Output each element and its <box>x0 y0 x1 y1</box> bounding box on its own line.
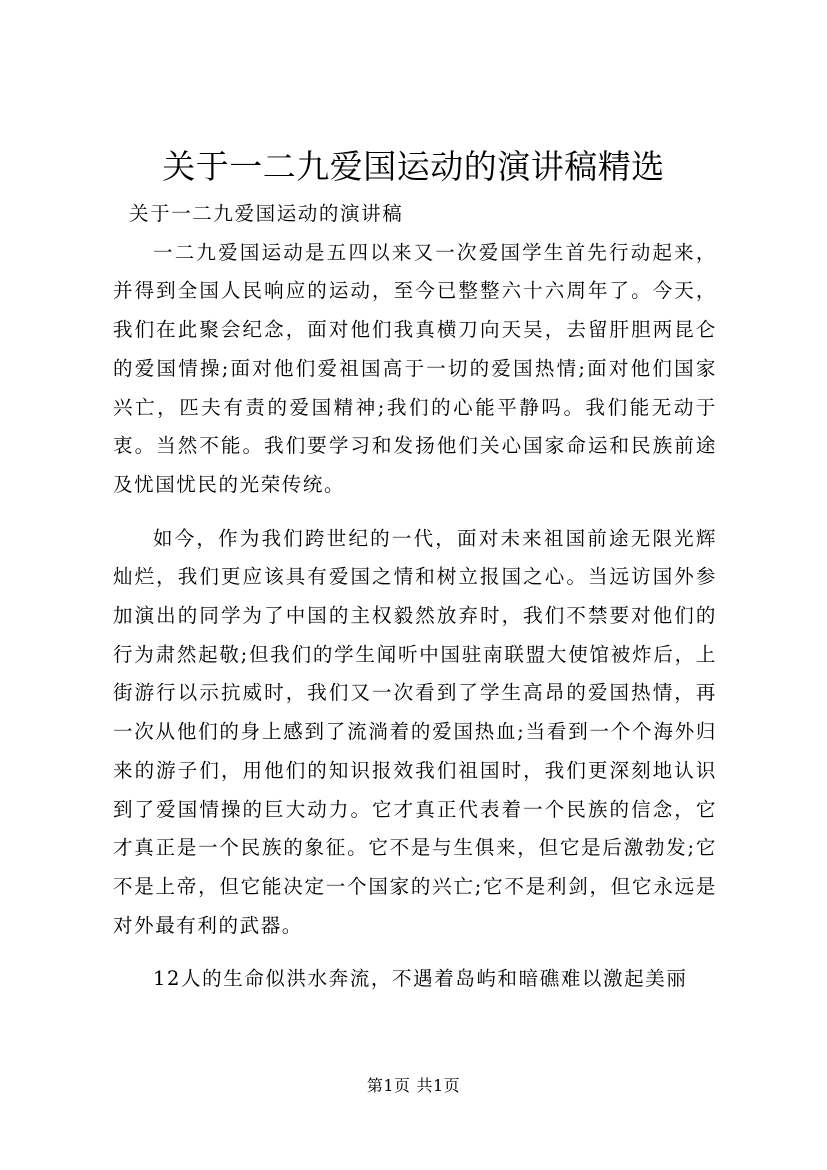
page-footer <box>0 1075 827 1097</box>
paragraph-2: 如今，作为我们跨世纪的一代，面对未来祖国前途无限光辉灿烂，我们更应该具有爱国之情和树立报国之心。当远访国外参加演出的同学为了中国的主权毅然放弃时，我们不禁要对他们的行为肃然起敬;但我们的学生闻听中国驻南联盟大使馆被炸后，上街游行以示抗威时，我们又一次看到了学生高昂的爱国热情，再一次从他们的身上感到了流淌着的爱国热血;当看到一个个海外归来的游子们，用他们的知识报效我们祖国时，我们更深刻地认识到了爱国情操的巨大动力。它才真正代表着一个民族的信念，它才真正是一个民族的象征。它不是与生俱来，但它是后激勃发;它不是上帝，但它能决定一个国家的兴亡;它不是利剑，但它永远是对外最有利的武器。 <box>113 526 717 937</box>
document-body <box>113 195 717 999</box>
page-number-total: 共1页 <box>416 1076 461 1095</box>
document-title: 关于一二九爱国运动的演讲稿精选 <box>162 147 665 186</box>
paragraph-3: 12人的生命似洪水奔流，不遇着岛屿和暗礁难以激起美丽 <box>153 967 688 991</box>
page-number-current: 第1页 <box>366 1076 411 1095</box>
paragraph-1: 一二九爱国运动是五四以来又一次爱国学生首先行动起来，并得到全国人民响应的运动，至今已整整六十六周年了。今天，我们在此聚会纪念，面对他们我真横刀向天吴，去留肝胆两昆仑的爱国情操;面对他们爱祖国高于一切的爱国热情;面对他们国家兴亡，匹夫有责的爱国精神;我们的心能平静吗。我们能无动于衷。当然不能。我们要学习和发扬他们关心国家命运和民族前途及忧国忧民的光荣传统。 <box>113 240 717 496</box>
document-subtitle: 关于一二九爱国运动的演讲稿 <box>129 202 404 225</box>
